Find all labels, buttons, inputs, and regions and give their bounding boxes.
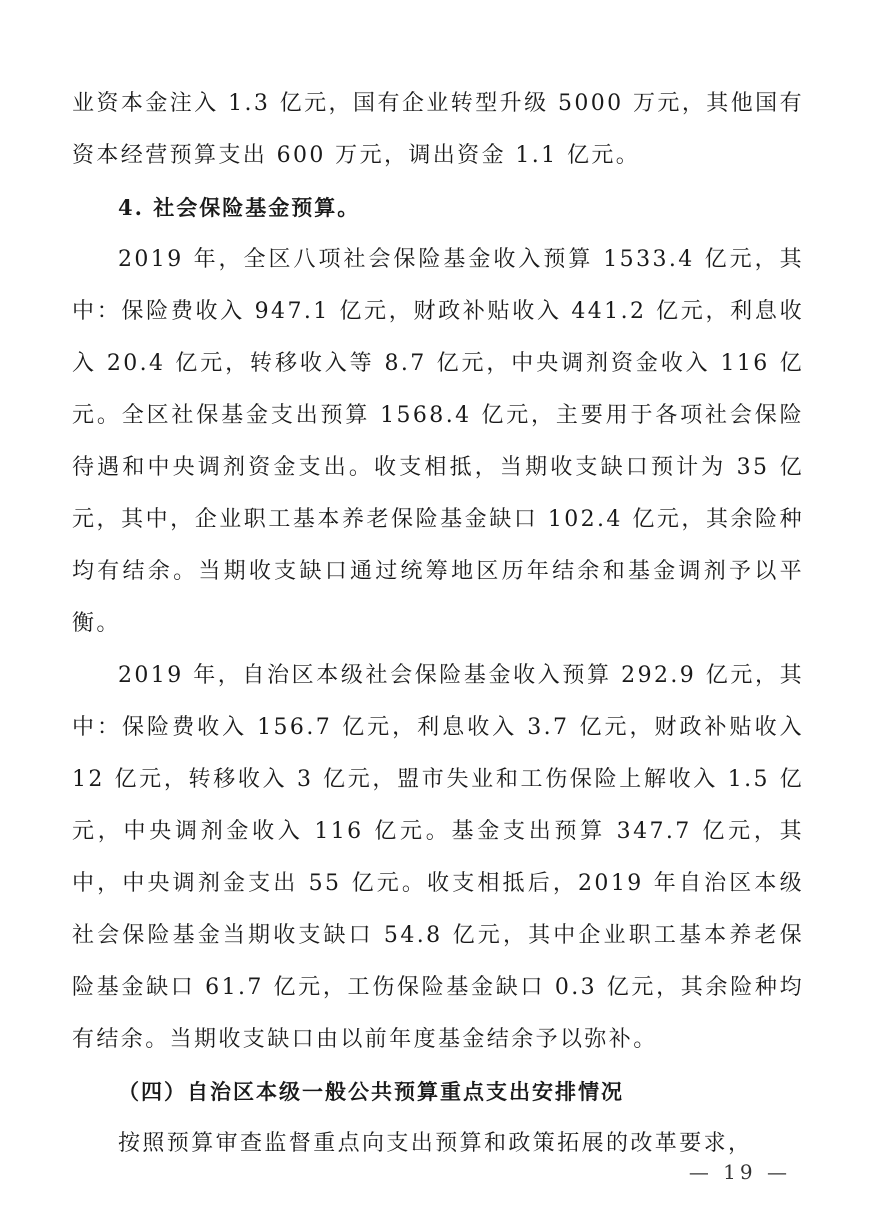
paragraph-region-social-insurance: 2019 年，全区八项社会保险基金收入预算 1533.4 亿元，其中：保险费收入 947.1 亿元，财政补贴收入 441.2 亿元，利息收入 20.4 亿元，转移收入等 8.7 亿元，中央调剂资金收入 116 亿元。全区社保基金支出预算 1568.4 亿元，主要用于各项社会保险待遇和中央调剂资金支出。收支相抵，当期收支缺口预计为 35 亿元，其中，企业职工基本养老保险基金缺口 102.4 亿元，其余险种均有结余。当期收支缺口通过统筹地区历年结余和基金调剂予以平衡。 <box>72 247 804 636</box>
page-number: — 19 — <box>688 1160 791 1184</box>
paragraph-budget-review: 按照预算审查监督重点向支出预算和政策拓展的改革要求， <box>118 1131 753 1156</box>
heading-key-expenditure: （四）自治区本级一般公共预算重点支出安排情况 <box>118 1080 624 1104</box>
paragraph-state-capital: 业资本金注入 1.3 亿元，国有企业转型升级 5000 万元，其他国有资本经营预算支出 600 万元，调出资金 1.1 亿元。 <box>72 91 804 168</box>
paragraph-autonomous-region-social-insurance: 2019 年，自治区本级社会保险基金收入预算 292.9 亿元，其中：保险费收入 156.7 亿元，利息收入 3.7 亿元，财政补贴收入 12 亿元，转移收入 3 亿元，盟市失业和工伤保险上解收入 1.5 亿元，中央调剂金收入 116 亿元。基金支出预算 347.7 亿元，其中，中央调剂金支出 55 亿元。收支相抵后，2019 年自治区本级社会保险基金当期收支缺口 54.8 亿元，其中企业职工基本养老保险基金缺口 61.7 亿元，工伤保险基金缺口 0.3 亿元，其余险种均有结余。当期收支缺口由以前年度基金结余予以弥补。 <box>72 663 804 1052</box>
heading-social-insurance-budget: 4. 社会保险基金预算。 <box>118 195 361 220</box>
document-body <box>72 78 804 1170</box>
